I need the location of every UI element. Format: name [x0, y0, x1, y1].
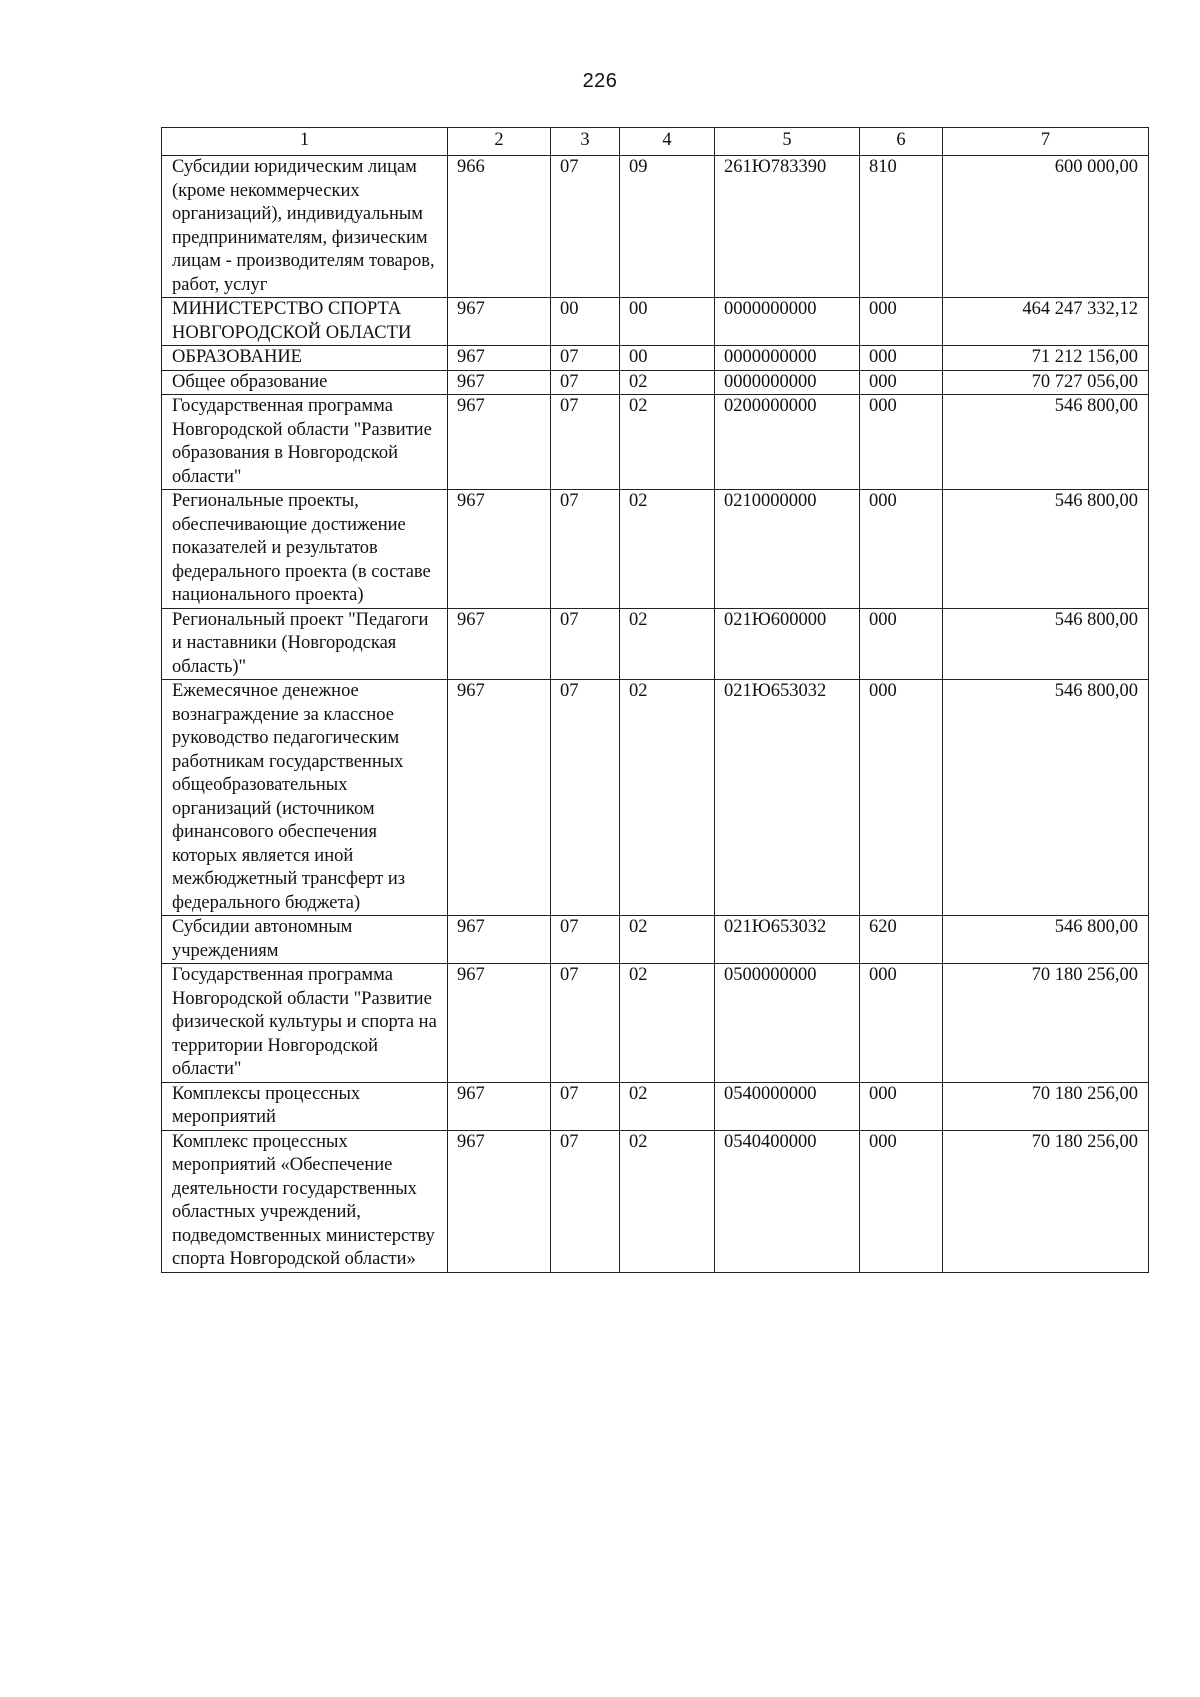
- column-header: 4: [620, 128, 715, 156]
- table-row: [162, 680, 1149, 916]
- row-code-6: 000: [860, 1130, 943, 1272]
- table-row: [162, 298, 1149, 346]
- row-name: Региональный проект "Педагоги и наставники (Новгородская область)": [162, 608, 448, 680]
- row-name: Государственная программа Новгородской области "Развитие образования в Новгородской области": [162, 395, 448, 490]
- row-code-4: 00: [620, 346, 715, 371]
- row-name: Субсидии автономным учреждениям: [162, 916, 448, 964]
- table-row: [162, 370, 1149, 395]
- row-code-2: 966: [448, 156, 551, 298]
- row-amount: 464 247 332,12: [943, 298, 1149, 346]
- row-code-5: 0000000000: [715, 346, 860, 371]
- row-code-4: 02: [620, 680, 715, 916]
- column-header: 2: [448, 128, 551, 156]
- row-code-4: 02: [620, 608, 715, 680]
- row-code-3: 07: [551, 608, 620, 680]
- row-code-5: 0200000000: [715, 395, 860, 490]
- row-amount: 546 800,00: [943, 916, 1149, 964]
- row-name: Общее образование: [162, 370, 448, 395]
- row-code-3: 07: [551, 964, 620, 1083]
- row-code-3: 07: [551, 1130, 620, 1272]
- row-code-5: 0000000000: [715, 298, 860, 346]
- table-row: [162, 1130, 1149, 1272]
- page-number: 226: [582, 70, 618, 92]
- row-code-3: 07: [551, 156, 620, 298]
- row-code-3: 07: [551, 346, 620, 371]
- column-header: 1: [162, 128, 448, 156]
- row-code-4: 02: [620, 964, 715, 1083]
- row-code-6: 000: [860, 964, 943, 1083]
- row-code-6: 000: [860, 298, 943, 346]
- row-code-2: 967: [448, 395, 551, 490]
- row-amount: 71 212 156,00: [943, 346, 1149, 371]
- row-code-5: 0500000000: [715, 964, 860, 1083]
- row-name: Субсидии юридическим лицам (кроме некоммерческих организаций), индивидуальным предпринимателям, физическим лицам - производителям товаров, работ, услуг: [162, 156, 448, 298]
- row-name: Комплекс процессных мероприятий «Обеспечение деятельности государственных областных учреждений, подведомственных министерству спорта Новгородской области»: [162, 1130, 448, 1272]
- table-row: [162, 395, 1149, 490]
- row-code-3: 07: [551, 370, 620, 395]
- table-row: [162, 346, 1149, 371]
- row-code-3: 07: [551, 1082, 620, 1130]
- column-header: 7: [943, 128, 1149, 156]
- row-name: Региональные проекты, обеспечивающие достижение показателей и результатов федерального проекта (в составе национального проекта): [162, 490, 448, 609]
- table-row: [162, 1082, 1149, 1130]
- row-code-2: 967: [448, 608, 551, 680]
- row-code-5: 0540000000: [715, 1082, 860, 1130]
- row-code-5: 0000000000: [715, 370, 860, 395]
- row-code-6: 000: [860, 370, 943, 395]
- row-amount: 600 000,00: [943, 156, 1149, 298]
- table-row: [162, 156, 1149, 298]
- row-code-4: 02: [620, 916, 715, 964]
- row-code-5: 021Ю653032: [715, 680, 860, 916]
- row-code-6: 000: [860, 395, 943, 490]
- row-code-4: 09: [620, 156, 715, 298]
- row-code-5: 261Ю783390: [715, 156, 860, 298]
- row-amount: 70 727 056,00: [943, 370, 1149, 395]
- row-name: Государственная программа Новгородской области "Развитие физической культуры и спорта на территории Новгородской области": [162, 964, 448, 1083]
- row-name: Комплексы процессных мероприятий: [162, 1082, 448, 1130]
- row-code-5: 021Ю653032: [715, 916, 860, 964]
- row-code-6: 000: [860, 1082, 943, 1130]
- row-amount: 546 800,00: [943, 680, 1149, 916]
- row-code-4: 00: [620, 298, 715, 346]
- row-code-4: 02: [620, 395, 715, 490]
- row-code-2: 967: [448, 1082, 551, 1130]
- table-header-row: [162, 128, 1149, 156]
- column-header: 5: [715, 128, 860, 156]
- table-row: [162, 964, 1149, 1083]
- table-row: [162, 916, 1149, 964]
- row-code-5: 021Ю600000: [715, 608, 860, 680]
- row-code-5: 0540400000: [715, 1130, 860, 1272]
- table-row: [162, 608, 1149, 680]
- row-code-5: 0210000000: [715, 490, 860, 609]
- row-code-3: 07: [551, 916, 620, 964]
- column-header: 3: [551, 128, 620, 156]
- row-code-6: 000: [860, 490, 943, 609]
- row-code-2: 967: [448, 370, 551, 395]
- row-amount: 546 800,00: [943, 490, 1149, 609]
- row-name: МИНИСТЕРСТВО СПОРТА НОВГОРОДСКОЙ ОБЛАСТИ: [162, 298, 448, 346]
- row-amount: 70 180 256,00: [943, 964, 1149, 1083]
- row-code-2: 967: [448, 298, 551, 346]
- row-code-6: 000: [860, 346, 943, 371]
- row-code-4: 02: [620, 490, 715, 609]
- row-code-3: 07: [551, 490, 620, 609]
- row-code-3: 00: [551, 298, 620, 346]
- row-amount: 70 180 256,00: [943, 1082, 1149, 1130]
- row-code-2: 967: [448, 346, 551, 371]
- row-code-2: 967: [448, 680, 551, 916]
- row-amount: 70 180 256,00: [943, 1130, 1149, 1272]
- row-code-4: 02: [620, 370, 715, 395]
- row-amount: 546 800,00: [943, 608, 1149, 680]
- row-code-4: 02: [620, 1130, 715, 1272]
- row-code-2: 967: [448, 1130, 551, 1272]
- row-name: ОБРАЗОВАНИЕ: [162, 346, 448, 371]
- row-code-6: 620: [860, 916, 943, 964]
- row-code-6: 000: [860, 608, 943, 680]
- budget-table: [161, 127, 1149, 1273]
- row-name: Ежемесячное денежное вознаграждение за классное руководство педагогическим работникам государственных общеобразовательных организаций (источником финансового обеспечения которых является иной межбюджетный трансферт из федерального бюджета): [162, 680, 448, 916]
- row-amount: 546 800,00: [943, 395, 1149, 490]
- column-header: 6: [860, 128, 943, 156]
- row-code-3: 07: [551, 680, 620, 916]
- row-code-6: 000: [860, 680, 943, 916]
- row-code-6: 810: [860, 156, 943, 298]
- row-code-2: 967: [448, 490, 551, 609]
- table-row: [162, 490, 1149, 609]
- row-code-2: 967: [448, 916, 551, 964]
- row-code-2: 967: [448, 964, 551, 1083]
- row-code-4: 02: [620, 1082, 715, 1130]
- row-code-3: 07: [551, 395, 620, 490]
